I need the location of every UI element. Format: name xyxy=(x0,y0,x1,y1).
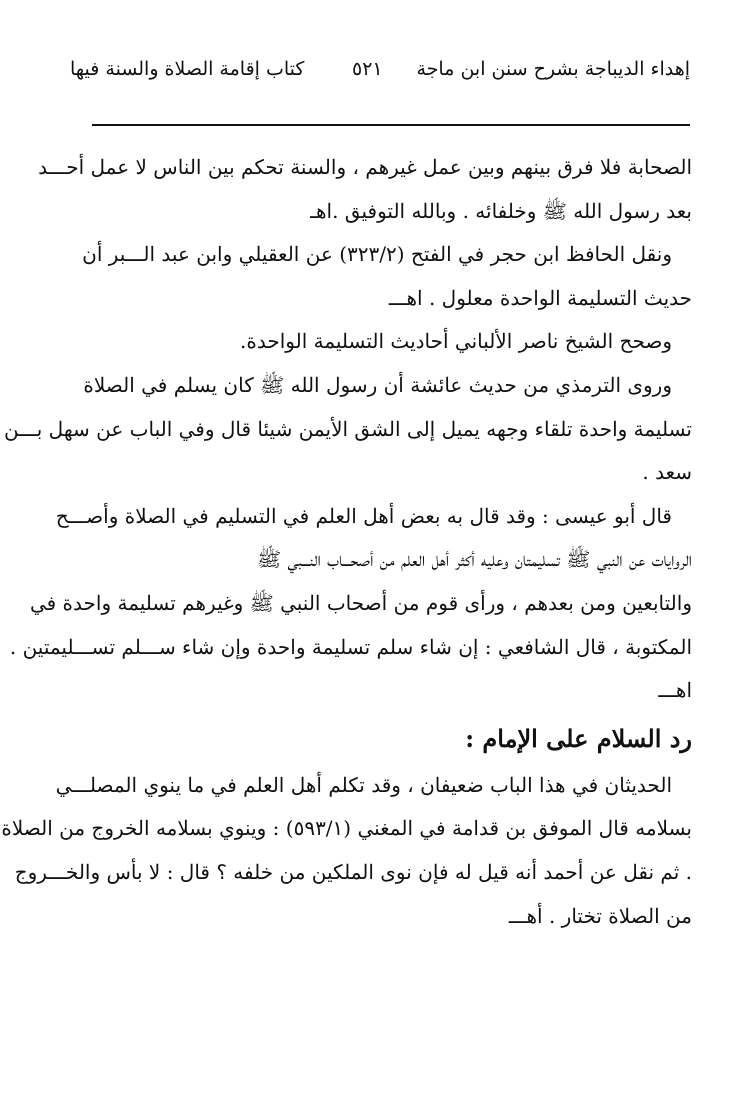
section-heading: رد السلام على الإمام : xyxy=(465,723,692,753)
text-line: حديث التسليمة الواحدة معلول . اهـــ xyxy=(388,285,692,310)
text-line: بسلامه قال الموفق بن قدامة في المغني (٥٩٣/١) : وينوي بسلامه الخروج من الصلاة xyxy=(1,816,692,841)
text-line: قال أبو عيسى : وقد قال به بعض أهل العلم في التسليم في الصلاة وأصـــح xyxy=(55,503,672,528)
text-line: بعد رسول الله ﷺ وخلفائه . وبالله التوفيق .اهـ xyxy=(310,198,692,223)
book-title: إهداء الديباجة بشرح سنن ابن ماجة xyxy=(416,58,690,80)
text-line: المكتوبة ، قال الشافعي : إن شاء سلم تسليمة واحدة وإن شاء ســـلم تســـليمتين . xyxy=(9,634,692,659)
text-line: وروى الترمذي من حديث عائشة أن رسول الله ﷺ كان يسلم في الصلاة xyxy=(83,372,672,397)
page-number: ٥٢١ xyxy=(352,58,383,80)
text-line: الصحابة فلا فرق بينهم وبين عمل غيرهم ، والسنة تحكم بين الناس لا عمل أحـــد xyxy=(38,155,692,179)
text-line: اهـــ xyxy=(658,678,692,703)
body-text xyxy=(1,146,692,938)
chapter-title: كتاب إقامة الصلاة والسنة فيها xyxy=(70,58,305,80)
header-rule xyxy=(92,124,690,126)
text-line: . ثم نقل عن أحمد أنه قيل له فإن نوى الملكين من خلفه ؟ قال : لا بأس والخـــروج xyxy=(14,859,692,884)
running-header xyxy=(70,58,690,94)
text-line: من الصلاة تختار . أهـــ xyxy=(508,903,692,928)
text-line: وصحح الشيخ ناصر الألباني أحاديث التسليمة الواحدة. xyxy=(240,329,672,354)
text-line: سعد . xyxy=(642,460,692,485)
text-line: ونقل الحافظ ابن حجر في الفتح (٣٢٣/٢) عن العقيلي وابن عبد الـــبر أن xyxy=(82,242,672,267)
text-line: الحديثان في هذا الباب ضعيفان ، وقد تكلم أهل العلم في ما ينوي المصلـــي xyxy=(55,772,672,797)
text-line: تسليمة واحدة تلقاء وجهه يميل إلى الشق الأيمن شيئا قال وفي الباب عن سهل بـــن xyxy=(3,416,692,441)
text-line: الروايات عن النبي ﷺ تسليمتان وعليه أكثر أهل العلم من أصحـــاب النـــبي ﷺ xyxy=(257,547,692,572)
text-line: والتابعين ومن بعدهم ، ورأى قوم من أصحاب النبي ﷺ وغيرهم تسليمة واحدة في xyxy=(29,590,692,615)
